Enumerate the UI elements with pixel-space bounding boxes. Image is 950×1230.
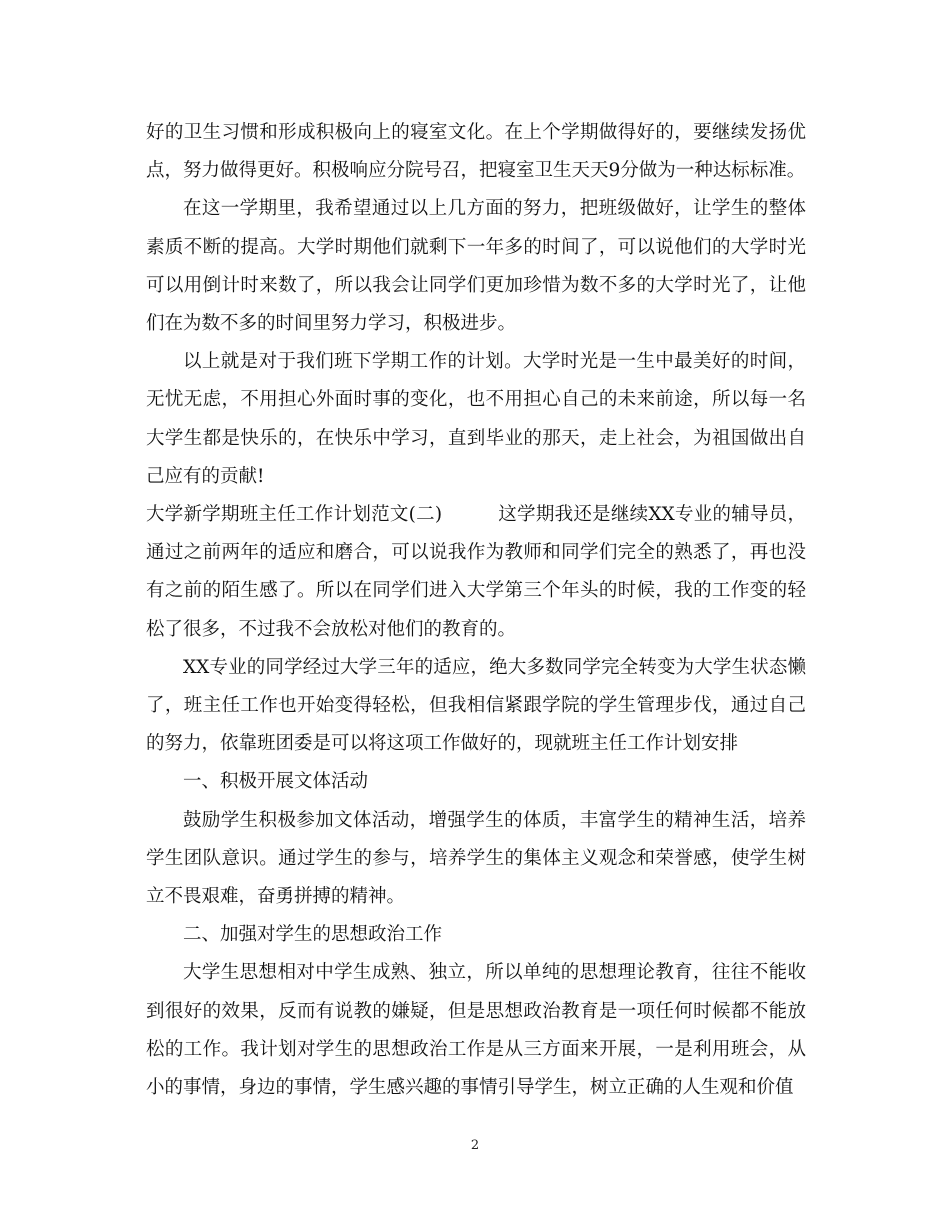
- document-body: [146, 114, 806, 1107]
- paragraph-major-students: XX专业的同学经过大学三年的适应，绝大多数同学完全转变为大学生状态懒了，班主任工作也开始变得轻松，但我相信紧跟学院的学生管理步伐，通过自己的努力，依靠班团委是可以将这项工作做好的，现就班主任工作计划安排: [146, 656, 806, 755]
- heading-cultural-sports-activities: 一、积极开展文体活动: [183, 771, 369, 793]
- section-title: 大学新学期班主任工作计划范文(二): [146, 504, 443, 526]
- heading-political-education: 二、加强对学生的思想政治工作: [183, 924, 443, 946]
- page-number: 2: [470, 1138, 480, 1153]
- section-two-start: [146, 496, 806, 649]
- paragraph-dorm-hygiene: 好的卫生习惯和形成积极向上的寝室文化。在上个学期做得好的，要继续发扬优点，努力做得更好。积极响应分院号召，把寝室卫生天天9分做为一种达标标准。: [146, 122, 806, 182]
- paragraph-semester-goal: 在这一学期里，我希望通过以上几方面的努力，把班级做好，让学生的整体素质不断的提高。大学时期他们就剩下一年多的时间了，可以说他们的大学时光可以用倒计时来数了，所以我会让同学们更加珍惜为数不多的大学时光了，让他们在为数不多的时间里努力学习，积极进步。: [146, 198, 806, 335]
- paragraph-plan-summary: 以上就是对于我们班下学期工作的计划。大学时光是一生中最美好的时间，无忧无虑，不用担心外面时事的变化，也不用担心自己的未来前途，所以每一名大学生都是快乐的，在快乐中学习，直到毕业的那天，走上社会，为祖国做出自己应有的贡献!: [146, 351, 806, 487]
- paragraph-political-education: 大学生思想相对中学生成熟、独立，所以单纯的思想理论教育，往往不能收到很好的效果，反而有说教的嫌疑，但是思想政治教育是一项任何时候都不能放松的工作。我计划对学生的思想政治工作是从三方面来开展，一是利用班会，从小的事情，身边的事情，学生感兴趣的事情引导学生，树立正确的人生观和价值: [146, 962, 806, 1099]
- paragraph-encourage-activities: 鼓励学生积极参加文体活动，增强学生的体质，丰富学生的精神生活，培养学生团队意识。通过学生的参与，培养学生的集体主义观念和荣誉感，使学生树立不畏艰难，奋勇拼搏的精神。: [146, 809, 806, 908]
- section-intro-text: 这学期我还是继续XX专业的辅导员，通过之前两年的适应和磨合，可以说我作为教师和同学们完全的熟悉了，再也没有之前的陌生感了。所以在同学们进入大学第三个年头的时候，我的工作变的轻松了很多，不过我不会放松对他们的教育的。: [146, 504, 806, 640]
